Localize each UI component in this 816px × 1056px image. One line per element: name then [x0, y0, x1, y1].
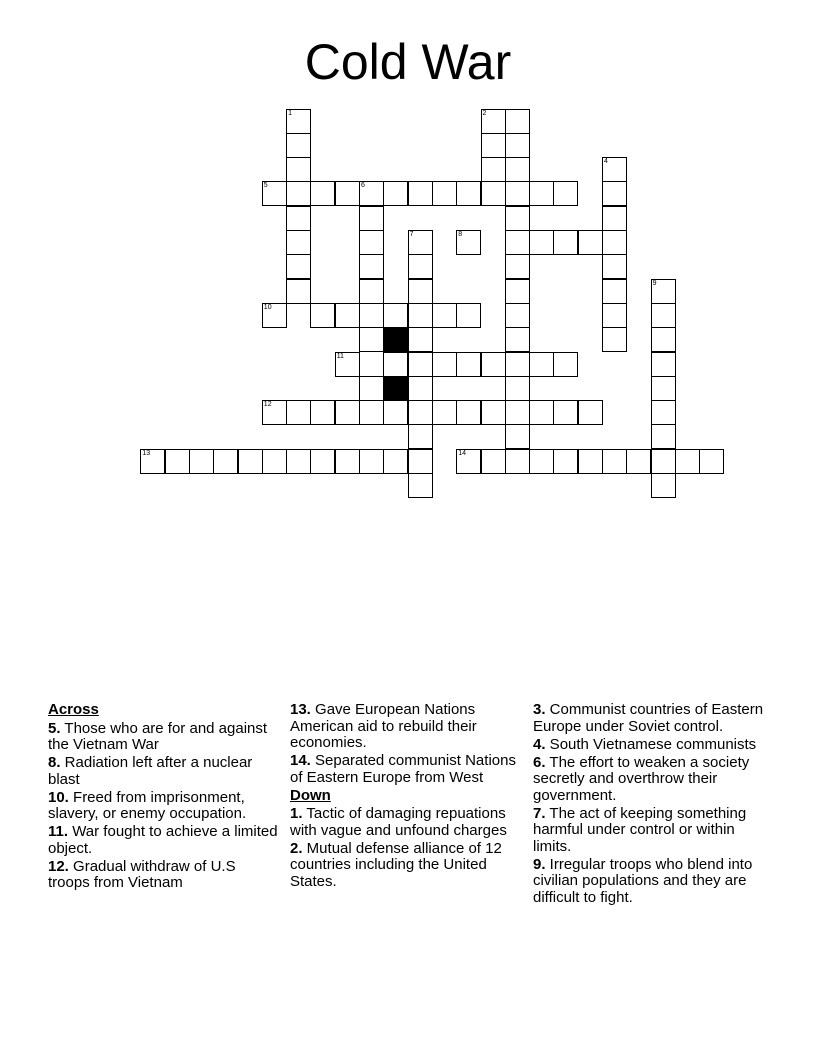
grid-cell[interactable]	[286, 157, 311, 182]
grid-cell[interactable]	[383, 449, 408, 474]
grid-cell[interactable]	[432, 181, 457, 206]
clue-item-text: The act of keeping something harmful under control or within limits.	[533, 804, 747, 855]
grid-cell[interactable]	[189, 449, 214, 474]
grid-cell[interactable]	[481, 449, 506, 474]
grid-cell[interactable]	[408, 424, 433, 449]
grid-cell[interactable]	[359, 181, 384, 206]
grid-cell[interactable]	[383, 181, 408, 206]
grid-cell[interactable]	[408, 400, 433, 425]
grid-cell[interactable]	[626, 449, 651, 474]
grid-cell[interactable]	[432, 400, 457, 425]
grid-cell[interactable]	[602, 303, 627, 328]
clue-item-text: Irregular troops who blend into civilian populations and they are difficult to fight.	[533, 855, 753, 906]
grid-cell[interactable]	[359, 449, 384, 474]
grid-cell[interactable]	[408, 181, 433, 206]
clue-item	[48, 859, 278, 892]
grid-cell[interactable]	[505, 352, 530, 377]
grid-cell[interactable]	[553, 449, 578, 474]
grid-cell[interactable]	[505, 230, 530, 255]
clue-item	[48, 721, 278, 754]
grid-cell[interactable]	[432, 303, 457, 328]
grid-cell[interactable]	[481, 181, 506, 206]
grid-cell[interactable]	[408, 230, 433, 255]
grid-cell[interactable]	[481, 400, 506, 425]
clue-item-number: 4.	[533, 735, 546, 753]
grid-cell[interactable]	[335, 181, 360, 206]
grid-cell[interactable]	[675, 449, 700, 474]
grid-cell[interactable]	[651, 352, 676, 377]
clue-number: 11	[336, 352, 344, 360]
grid-cell[interactable]	[602, 449, 627, 474]
clue-item-text: South Vietnamese communists	[545, 735, 757, 753]
grid-cell[interactable]	[262, 449, 287, 474]
grid-cell[interactable]	[578, 400, 603, 425]
clues-column-2	[290, 702, 520, 892]
grid-cell[interactable]	[408, 254, 433, 279]
grid-cell[interactable]	[286, 133, 311, 158]
grid-cell[interactable]	[505, 133, 530, 158]
clue-item	[533, 806, 773, 856]
grid-cell[interactable]	[529, 400, 554, 425]
grid-cell[interactable]	[553, 400, 578, 425]
grid-cell[interactable]	[286, 109, 311, 134]
clue-item	[48, 824, 278, 857]
clue-number: 9	[652, 279, 657, 287]
grid-cell[interactable]	[456, 400, 481, 425]
grid-cell[interactable]	[262, 400, 287, 425]
clue-item-text: Gradual withdraw of U.S troops from Vietnam	[48, 857, 236, 891]
grid-cell[interactable]	[359, 303, 384, 328]
grid-cell[interactable]	[335, 352, 360, 377]
grid-cell[interactable]	[505, 303, 530, 328]
clue-item-text: Freed from imprisonment, slavery, or enemy occupation.	[48, 788, 247, 822]
across-heading: Across	[48, 701, 99, 718]
grid-cell[interactable]	[286, 279, 311, 304]
grid-cell[interactable]	[335, 400, 360, 425]
grid-cell[interactable]	[651, 303, 676, 328]
clue-item-number: 12.	[48, 857, 69, 875]
clue-item-number: 6.	[533, 753, 546, 771]
grid-cell[interactable]	[505, 449, 530, 474]
grid-cell[interactable]	[310, 449, 335, 474]
clue-item-number: 11.	[48, 823, 69, 840]
grid-cell[interactable]	[359, 206, 384, 231]
grid-cell[interactable]	[359, 400, 384, 425]
grid-cell[interactable]	[408, 376, 433, 401]
clue-item	[533, 737, 773, 754]
clue-item	[533, 755, 773, 805]
grid-cell[interactable]	[481, 133, 506, 158]
grid-cell[interactable]	[505, 181, 530, 206]
grid-cell[interactable]	[335, 303, 360, 328]
clue-item-number: 9.	[533, 855, 546, 873]
grid-cell[interactable]	[408, 327, 433, 352]
grid-cell[interactable]	[602, 206, 627, 231]
grid-cell[interactable]	[651, 473, 676, 498]
grid-cell[interactable]	[505, 424, 530, 449]
grid-cell[interactable]	[286, 254, 311, 279]
clue-item	[290, 806, 520, 839]
grid-cell[interactable]	[505, 157, 530, 182]
grid-cell[interactable]	[602, 327, 627, 352]
grid-cell[interactable]	[408, 473, 433, 498]
clue-item-text: The effort to weaken a society secretly and overthrow their government.	[533, 753, 750, 804]
clue-item	[290, 841, 520, 891]
grid-cell[interactable]	[578, 449, 603, 474]
grid-cell[interactable]	[529, 230, 554, 255]
grid-cell[interactable]	[602, 254, 627, 279]
clue-item-text: Mutual defense alliance of 12 countries including the United States.	[290, 839, 502, 890]
grid-cell[interactable]	[140, 449, 165, 474]
clue-item	[48, 755, 278, 788]
grid-cell[interactable]	[310, 181, 335, 206]
puzzle-title: Cold War	[304, 34, 512, 90]
grid-cell[interactable]	[505, 327, 530, 352]
grid-cell[interactable]	[456, 230, 481, 255]
grid-cell[interactable]	[553, 181, 578, 206]
grid-cell[interactable]	[651, 327, 676, 352]
clue-item-text: Radiation left after a nuclear blast	[48, 754, 253, 788]
clue-number: 2	[482, 109, 487, 117]
grid-cell[interactable]	[553, 352, 578, 377]
grid-cell[interactable]	[408, 303, 433, 328]
clue-item	[533, 857, 773, 907]
grid-cell[interactable]	[481, 109, 506, 134]
clue-item-number: 8.	[48, 754, 61, 771]
grid-cell[interactable]	[602, 230, 627, 255]
grid-cell[interactable]	[286, 449, 311, 474]
grid-cell[interactable]	[359, 327, 384, 352]
clue-item-number: 14.	[290, 752, 311, 769]
grid-cell[interactable]	[602, 181, 627, 206]
clue-number: 8	[458, 231, 463, 238]
crossword-grid	[0, 0, 816, 520]
grid-cell[interactable]	[505, 279, 530, 304]
grid-cell[interactable]	[310, 303, 335, 328]
grid-cell[interactable]	[213, 449, 238, 474]
grid-cell[interactable]	[286, 400, 311, 425]
clue-item-text: Communist countries of Eastern Europe under Soviet control.	[533, 701, 764, 735]
clues-column-1	[48, 702, 278, 893]
grid-cell[interactable]	[383, 303, 408, 328]
clue-item	[290, 702, 520, 752]
clue-item	[48, 790, 278, 823]
grid-cell[interactable]	[529, 449, 554, 474]
grid-cell[interactable]	[335, 449, 360, 474]
grid-cell[interactable]	[456, 352, 481, 377]
grid-cell[interactable]	[651, 424, 676, 449]
clue-item-number: 2.	[290, 839, 303, 857]
clue-item-text: Tactic of damaging repuations with vague and unfound charges	[290, 805, 507, 839]
grid-cell[interactable]	[553, 230, 578, 255]
clue-number: 4	[604, 158, 608, 166]
grid-cell[interactable]	[238, 449, 263, 474]
grid-cell[interactable]	[578, 230, 603, 255]
grid-cell[interactable]	[505, 254, 530, 279]
grid-cell[interactable]	[408, 279, 433, 304]
grid-cell[interactable]	[408, 352, 433, 377]
grid-cell[interactable]	[505, 206, 530, 231]
clue-item-number: 3.	[533, 701, 546, 718]
grid-cell[interactable]	[262, 181, 287, 206]
clue-item-number: 13.	[290, 701, 311, 718]
clue-number: 13	[142, 449, 151, 457]
grid-cell[interactable]	[359, 230, 384, 255]
grid-cell[interactable]	[505, 109, 530, 134]
clue-item-number: 5.	[48, 719, 61, 737]
grid-cell[interactable]	[602, 279, 627, 304]
grid-cell[interactable]	[529, 352, 554, 377]
black-cell	[383, 376, 408, 401]
clue-item-text: Separated communist Nations of Eastern Europe from West	[290, 752, 516, 786]
grid-cell[interactable]	[383, 400, 408, 425]
grid-cell[interactable]	[286, 206, 311, 231]
grid-cell[interactable]	[651, 400, 676, 425]
clues-column-3	[533, 702, 773, 908]
grid-cell[interactable]	[408, 449, 433, 474]
clue-number: 1	[288, 109, 292, 117]
grid-cell[interactable]	[310, 400, 335, 425]
grid-cell[interactable]	[286, 181, 311, 206]
grid-cell[interactable]	[481, 352, 506, 377]
black-cell	[383, 327, 408, 352]
clue-item-text: Those who are for and against the Vietnam War	[48, 719, 268, 753]
clue-number: 10	[263, 303, 272, 311]
grid-cell[interactable]	[699, 449, 724, 474]
down-heading: Down	[290, 786, 331, 804]
clue-number: 12	[263, 401, 272, 409]
grid-cell[interactable]	[651, 449, 676, 474]
grid-cell[interactable]	[359, 376, 384, 401]
grid-cell[interactable]	[481, 157, 506, 182]
grid-cell[interactable]	[651, 279, 676, 304]
grid-cell[interactable]	[456, 181, 481, 206]
grid-cell[interactable]	[286, 230, 311, 255]
clue-item-text: War fought to achieve a limited object.	[48, 823, 278, 857]
clue-item-number: 10.	[48, 788, 69, 806]
grid-cell[interactable]	[602, 157, 627, 182]
clue-number: 6	[361, 182, 365, 190]
clue-item	[533, 702, 773, 735]
grid-cell[interactable]	[262, 303, 287, 328]
clue-number: 5	[263, 182, 268, 190]
clue-item-number: 1.	[290, 805, 303, 822]
grid-cell[interactable]	[456, 449, 481, 474]
grid-cell[interactable]	[456, 303, 481, 328]
clue-number: 7	[409, 231, 414, 238]
grid-cell[interactable]	[383, 352, 408, 377]
grid-cell[interactable]	[505, 376, 530, 401]
clue-item	[290, 753, 520, 786]
grid-cell[interactable]	[505, 400, 530, 425]
grid-cell[interactable]	[359, 254, 384, 279]
clue-item-text: Gave European Nations American aid to rebuild their economies.	[290, 701, 477, 751]
grid-cell[interactable]	[165, 449, 190, 474]
clue-number: 14	[458, 449, 466, 457]
clue-item-number: 7.	[533, 804, 546, 822]
grid-cell[interactable]	[651, 376, 676, 401]
grid-cell[interactable]	[359, 279, 384, 304]
grid-cell[interactable]	[529, 181, 554, 206]
grid-cell[interactable]	[432, 352, 457, 377]
